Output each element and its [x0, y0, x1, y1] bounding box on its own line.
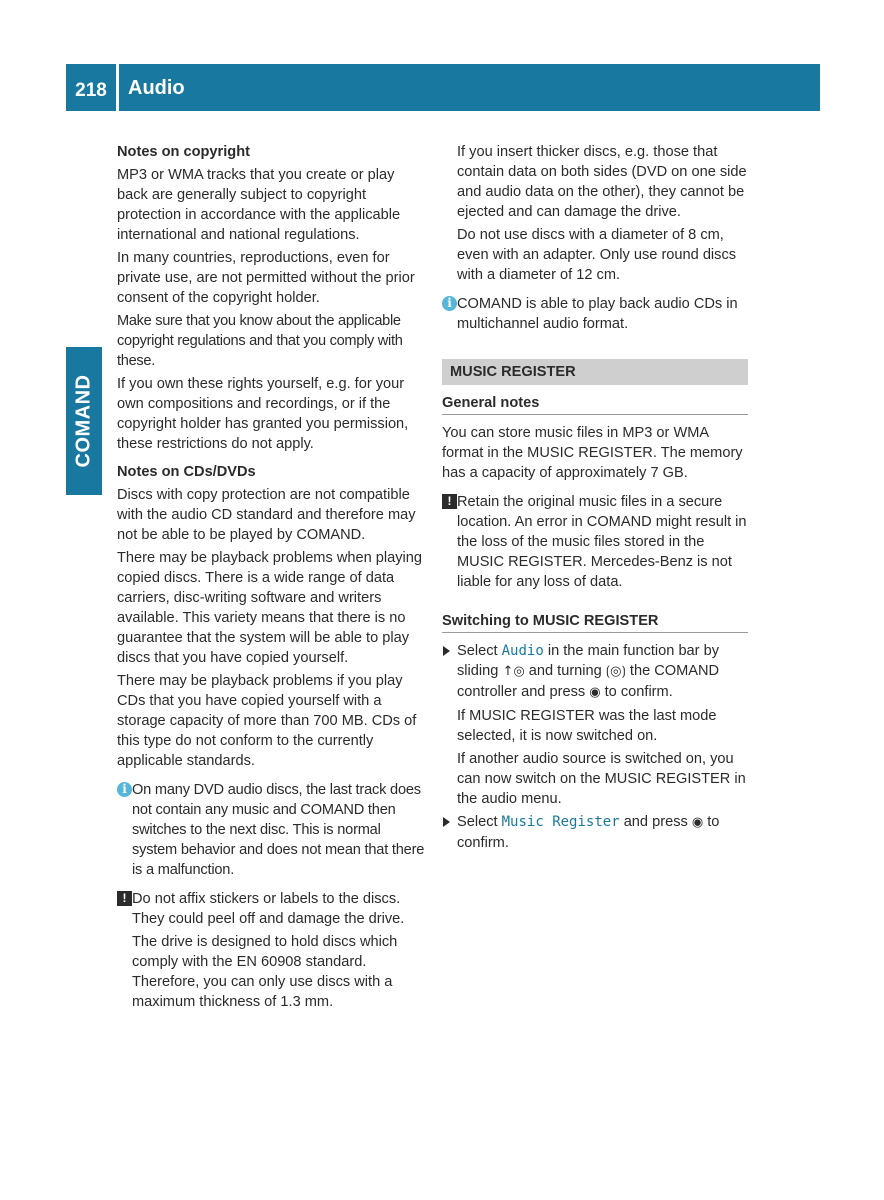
- menu-item-music-register: Music Register: [501, 814, 620, 830]
- step-text: Select: [457, 643, 502, 659]
- page-number: 218: [66, 64, 116, 111]
- paragraph: Discs with copy protection are not compatible with the audio CD standard and therefore may not be able to be played by COMAND.: [117, 487, 416, 543]
- left-column: [117, 142, 425, 1015]
- paragraph: If you own these rights yourself, e.g. for your own compositions and recordings, or if the copyright holder has granted you permission, these restrictions do not apply.: [117, 376, 409, 452]
- warning-icon: !: [442, 494, 457, 509]
- warning-icon: !: [117, 891, 132, 906]
- cds-heading: Notes on CDs/DVDs: [117, 464, 256, 480]
- slide-controller-icon: ↑◎: [502, 664, 525, 679]
- bullet-arrow-icon: [443, 817, 450, 827]
- copyright-heading: Notes on copyright: [117, 144, 250, 160]
- section-bar: MUSIC REGISTER: [442, 359, 748, 385]
- paragraph: If MUSIC REGISTER was the last mode selected, it is now switched on.: [457, 708, 717, 744]
- step-text: to confirm.: [600, 684, 673, 700]
- side-tab-label: COMAND: [72, 374, 95, 468]
- warning-note-text: Do not affix stickers or labels to the discs. They could peel off and damage the drive.: [132, 891, 405, 927]
- page-title: Audio: [119, 64, 820, 111]
- step-text: and turning: [524, 663, 606, 679]
- bullet-arrow-icon: [443, 646, 450, 656]
- warning-note: [442, 492, 748, 592]
- step-text: and press: [619, 814, 692, 830]
- press-controller-icon: ◉: [589, 685, 601, 700]
- step-text: the COMAND controller and press: [457, 663, 720, 700]
- info-icon: i: [117, 782, 132, 797]
- paragraph: If you insert thicker discs, e.g. those that contain data on both sides (DVD on one side and audio data on the other), they cannot be ejected and can damage the drive.: [457, 144, 747, 220]
- step-text: in the main function bar by sliding: [457, 643, 720, 679]
- step-text: Select: [457, 814, 502, 830]
- press-controller-icon: ◉: [691, 815, 704, 830]
- step-1: [442, 641, 748, 703]
- info-note-text: COMAND is able to play back audio CDs in multichannel audio format.: [457, 296, 738, 332]
- warning-note-text: Retain the original music files in a secure location. An error in COMAND might result in the loss of the music files stored in the MUSIC REGISTER. Mercedes-Benz is not liable for any loss of data.: [457, 494, 747, 590]
- paragraph: The drive is designed to hold discs which comply with the EN 60908 standard. Therefore, you can only use discs with a maximum thickness of 1.3 mm.: [132, 934, 398, 1010]
- turn-controller-icon: ⟮◎⟯: [605, 664, 626, 679]
- step-2: [442, 812, 748, 853]
- paragraph: There may be playback problems when playing copied discs. There is a wide range of data carriers, disc-writing software and writers available. This variety means that there is no guarantee that the system will be able to play discs that you have copied yourself.: [117, 550, 423, 666]
- warning-note: [117, 889, 425, 929]
- right-column: [442, 142, 748, 856]
- paragraph: You can store music files in MP3 or WMA format in the MUSIC REGISTER. The memory has a capacity of approximately 7 GB.: [442, 425, 743, 481]
- info-note-text: On many DVD audio discs, the last track does not contain any music and COMAND then switches to the next disc. This is normal system behavior and does not mean that there is a malfunction.: [132, 782, 425, 878]
- switch-heading: Switching to MUSIC REGISTER: [442, 611, 748, 633]
- paragraph: In many countries, reproductions, even for private use, are not permitted without the prior consent of the copyright holder.: [117, 250, 415, 306]
- menu-item-audio: Audio: [501, 643, 544, 659]
- info-icon: i: [442, 296, 457, 311]
- info-note: [442, 294, 748, 334]
- step-text: to confirm.: [457, 814, 720, 851]
- info-note: [117, 780, 425, 880]
- general-heading: General notes: [442, 393, 748, 415]
- paragraph: MP3 or WMA tracks that you create or play back are generally subject to copyright protection in accordance with the applicable international and national regulations.: [117, 167, 401, 243]
- paragraph: Make sure that you know about the applicable copyright regulations and that you comply with these.: [117, 313, 403, 369]
- paragraph: If another audio source is switched on, you can now switch on the MUSIC REGISTER in the audio menu.: [457, 751, 746, 807]
- paragraph: There may be playback problems if you play CDs that you have copied yourself with a storage capacity of more than 700 MB. CDs of this type do not conform to the currently applicable standards.: [117, 673, 417, 769]
- paragraph: Do not use discs with a diameter of 8 cm, even with an adapter. Only use round discs with a diameter of 12 cm.: [457, 227, 737, 283]
- side-tab: [66, 347, 102, 495]
